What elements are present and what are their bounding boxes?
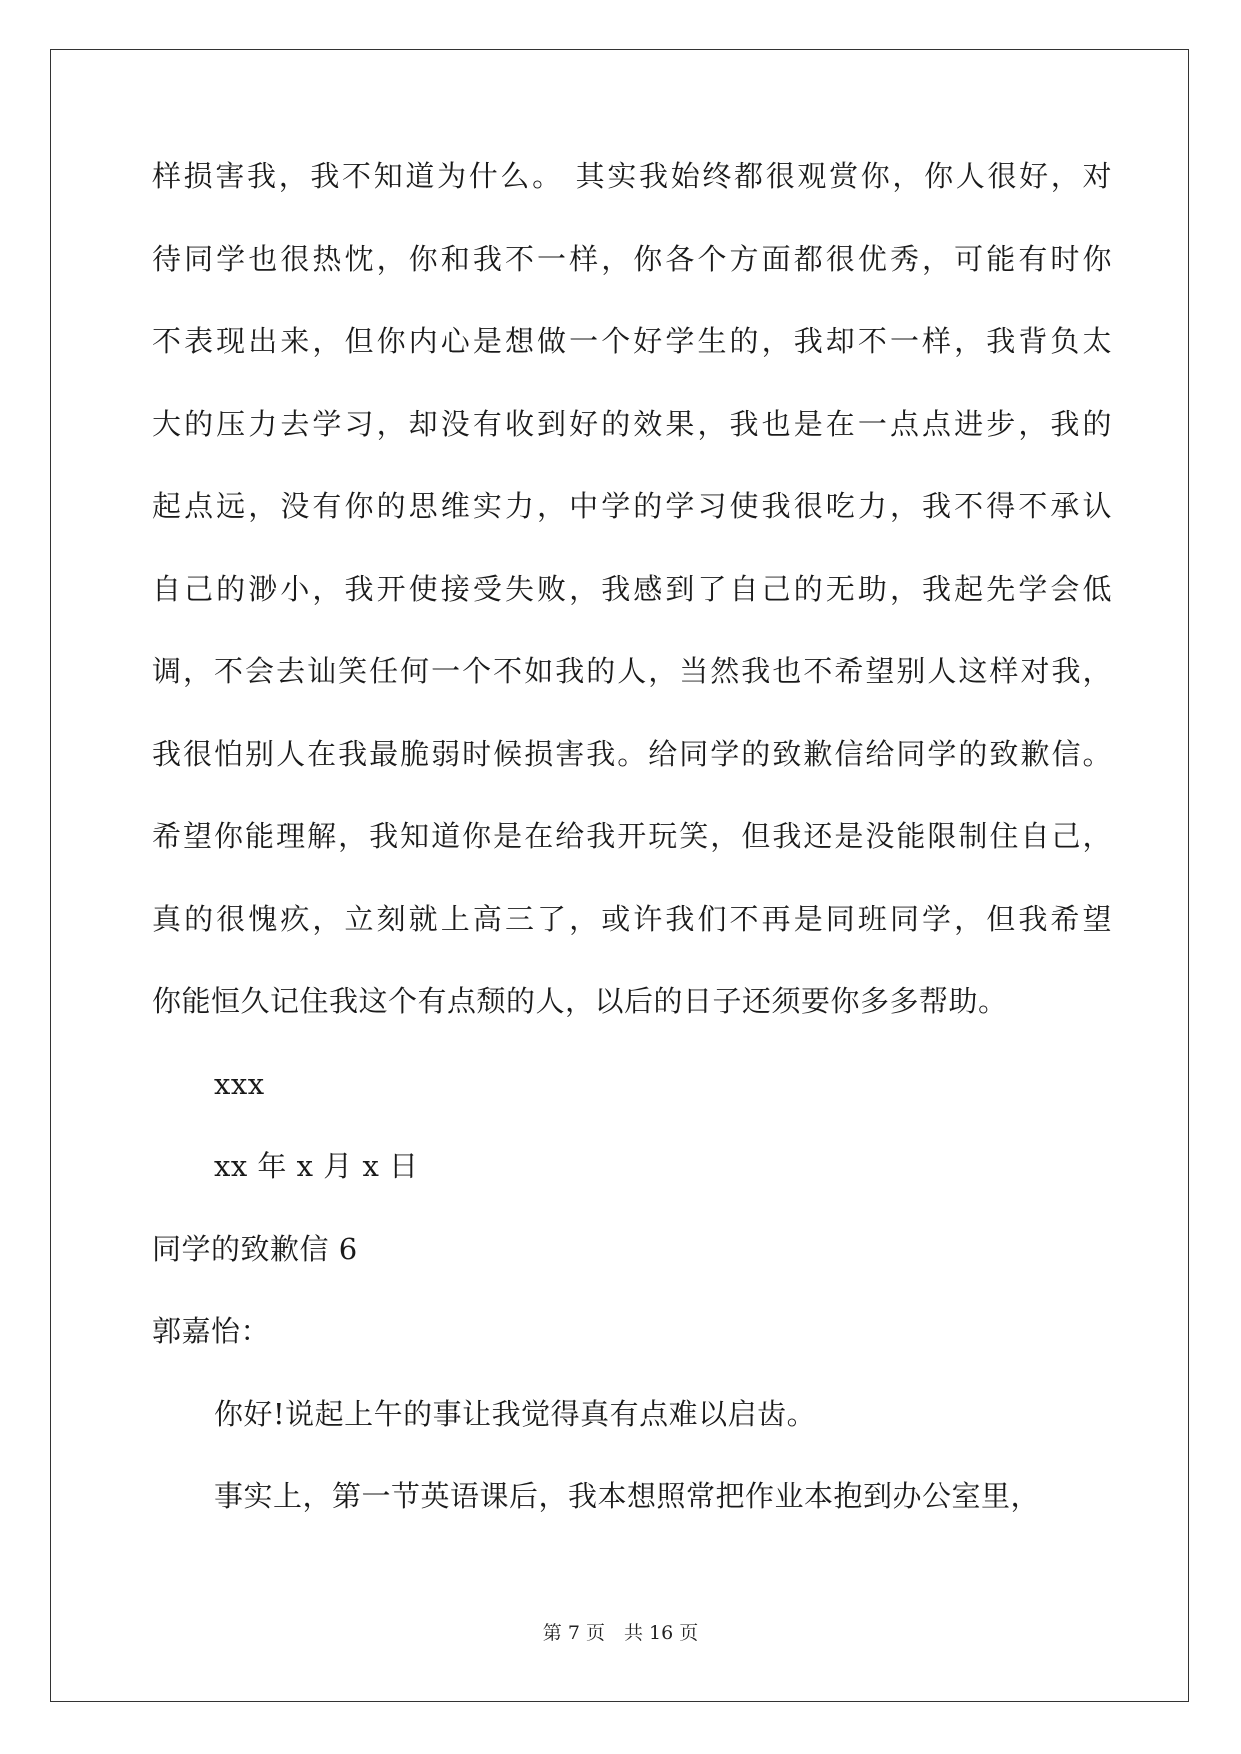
body-line: 大的压力去学习，却没有收到好的效果，我也是在一点点进步，我的 [152, 406, 1112, 441]
body-line: 待同学也很热忱，你和我不一样，你各个方面都很优秀，可能有时你 [152, 241, 1112, 276]
paragraph-greeting: 你好!说起上午的事让我觉得真有点难以启齿。 [214, 1396, 817, 1431]
body-line: 自己的渺小，我开使接受失败，我感到了自己的无助，我起先学会低 [152, 571, 1112, 606]
body-line: 我很怕别人在我最脆弱时候损害我。给同学的致歉信给同学的致歉信。 [152, 736, 1112, 771]
signature: xxx [214, 1066, 265, 1101]
body-line: 样损害我，我不知道为什么。 其实我始终都很观赏你，你人很好，对 [152, 159, 1112, 193]
body-line: 真的很愧疚，立刻就上高三了，或许我们不再是同班同学，但我希望 [152, 901, 1112, 936]
document-body [152, 158, 1112, 1561]
body-line: 你能恒久记住我这个有点颓的人，以后的日子还须要你多多帮助。 [152, 984, 1008, 1018]
body-line: 不表现出来，但你内心是想做一个好学生的，我却不一样，我背负太 [152, 324, 1112, 358]
paragraph-body: 事实上，第一节英语课后，我本想照常把作业本抱到办公室里， [214, 1479, 1041, 1513]
body-line: 希望你能理解，我知道你是在给我开玩笑，但我还是没能限制住自己， [152, 819, 1112, 853]
body-line: 调，不会去讪笑任何一个不如我的人，当然我也不希望别人这样对我， [152, 654, 1112, 688]
page-number-footer: 第 7 页 共 16 页 [542, 1622, 699, 1644]
letter-date: xx 年 x 月 x 日 [214, 1149, 419, 1183]
body-line: 起点远，没有你的思维实力，中学的学习使我很吃力，我不得不承认 [152, 489, 1112, 523]
section-title: 同学的致歉信 6 [152, 1231, 358, 1266]
salutation: 郭嘉怡： [152, 1314, 271, 1348]
